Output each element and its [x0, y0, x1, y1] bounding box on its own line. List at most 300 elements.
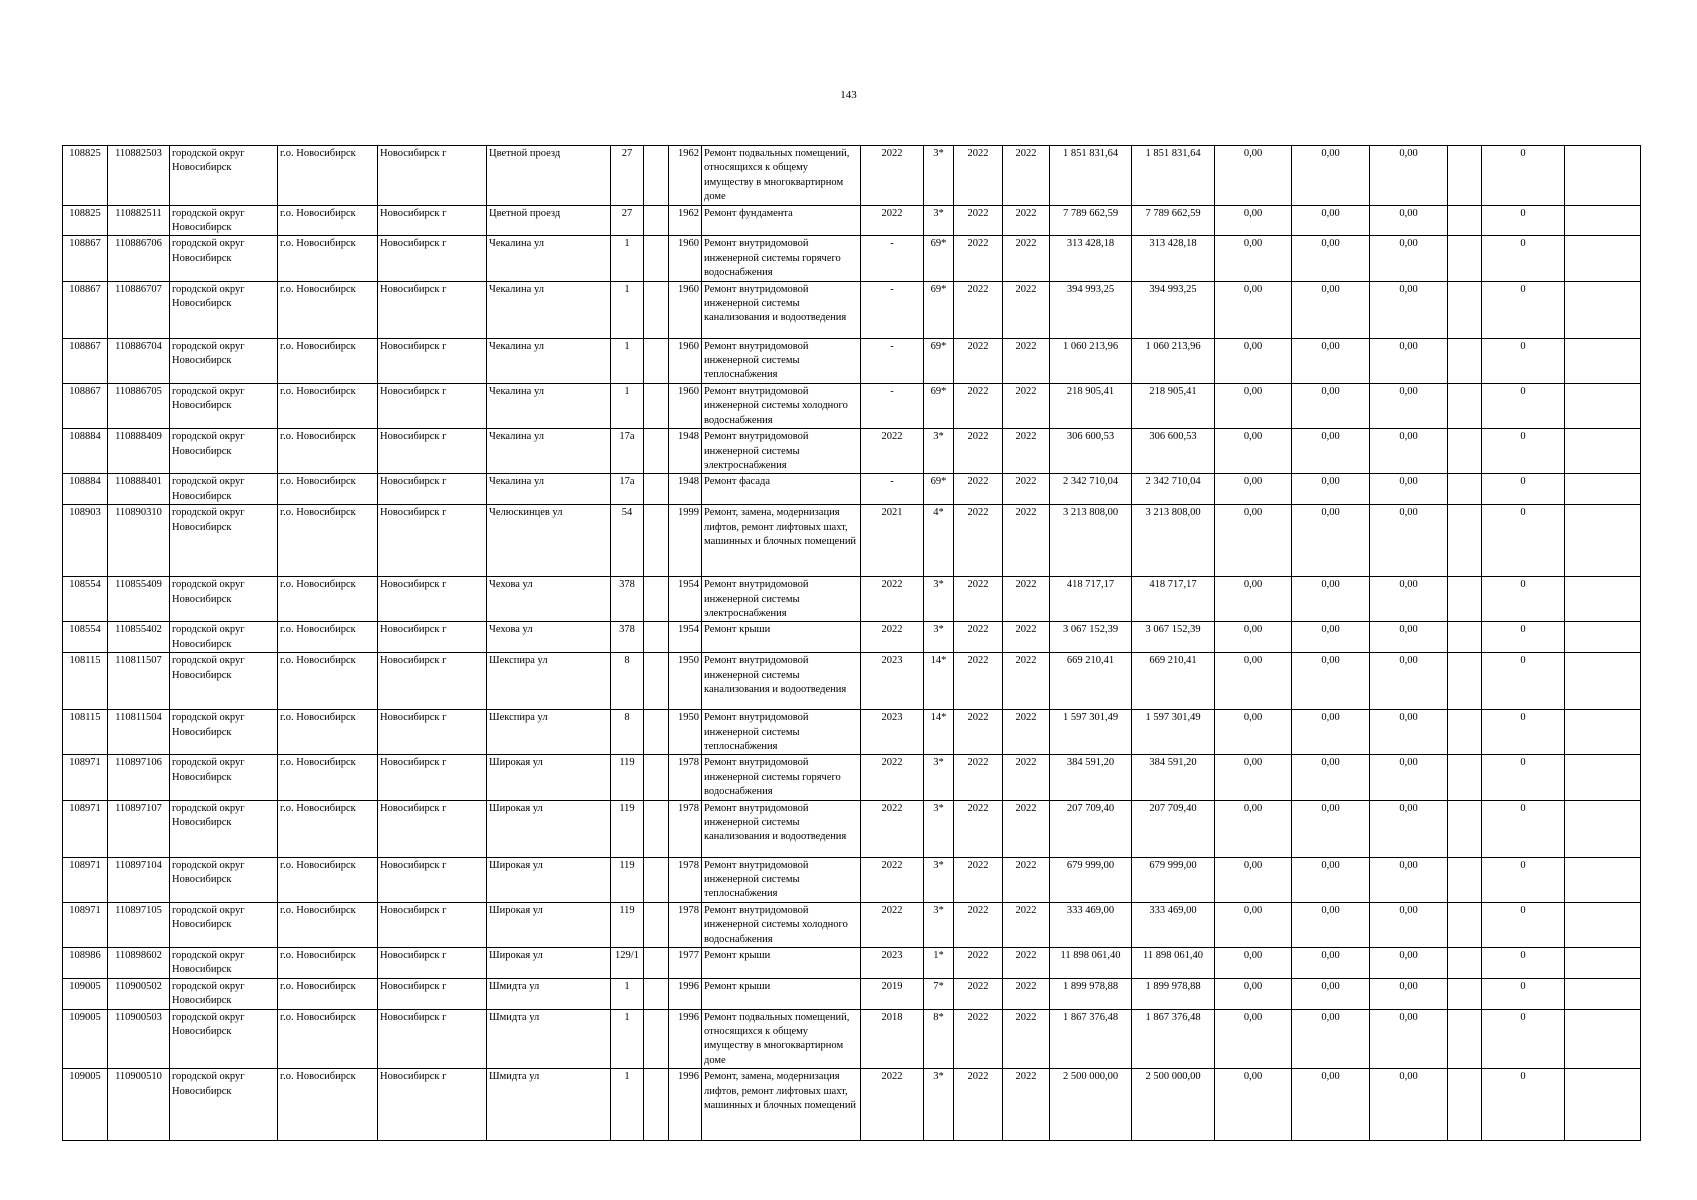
cell-local-budget: 0,00	[1370, 1009, 1448, 1069]
cell-regional-budget: 0,00	[1292, 236, 1370, 281]
cell-empty-last	[1565, 383, 1641, 428]
cell-district: городской округ Новосибирск	[170, 800, 278, 857]
cell-work-type: Ремонт внутридомовой инженерной системы горячего водоснабжения	[702, 755, 861, 800]
cell-planned-year: 2022	[861, 755, 924, 800]
cell-planned-year: 2023	[861, 948, 924, 979]
cell-street: Чекалина ул	[487, 474, 611, 505]
cell-empty	[1448, 577, 1482, 622]
cell-local-budget: 0,00	[1370, 281, 1448, 338]
cell-priority: 14*	[924, 653, 954, 710]
cell-id: 108867	[63, 338, 108, 383]
cell-id: 109005	[63, 1009, 108, 1069]
cell-year: 1996	[669, 978, 702, 1009]
cell-regional-budget: 0,00	[1292, 800, 1370, 857]
cell-total-cost: 218 905,41	[1050, 383, 1132, 428]
cell-blank	[644, 1009, 669, 1069]
cell-empty	[1448, 755, 1482, 800]
cell-empty-last	[1565, 710, 1641, 755]
cell-total-cost: 1 597 301,49	[1050, 710, 1132, 755]
cell-empty	[1448, 429, 1482, 474]
cell-id: 108986	[63, 948, 108, 979]
cell-year: 1996	[669, 1009, 702, 1069]
cell-id: 108554	[63, 622, 108, 653]
cell-regional-fund: 679 999,00	[1132, 857, 1215, 902]
cell-year-to: 2022	[1003, 755, 1050, 800]
cell-year: 1960	[669, 236, 702, 281]
cell-year: 1948	[669, 429, 702, 474]
cell-owners-funds: 0	[1482, 948, 1565, 979]
cell-code: 110811507	[108, 653, 170, 710]
table-row	[63, 236, 1641, 281]
cell-year: 1999	[669, 505, 702, 577]
cell-blank	[644, 800, 669, 857]
cell-empty-last	[1565, 281, 1641, 338]
cell-priority: 3*	[924, 1069, 954, 1141]
cell-priority: 3*	[924, 800, 954, 857]
cell-federal-funds: 0,00	[1215, 281, 1292, 338]
cell-district: городской округ Новосибирск	[170, 622, 278, 653]
cell-regional-budget: 0,00	[1292, 622, 1370, 653]
cell-district: городской округ Новосибирск	[170, 505, 278, 577]
cell-planned-year: 2022	[861, 902, 924, 947]
cell-local-budget: 0,00	[1370, 505, 1448, 577]
cell-code: 110897107	[108, 800, 170, 857]
cell-owners-funds: 0	[1482, 710, 1565, 755]
cell-local-budget: 0,00	[1370, 383, 1448, 428]
cell-regional-fund: 1 060 213,96	[1132, 338, 1215, 383]
cell-blank	[644, 622, 669, 653]
cell-id: 108903	[63, 505, 108, 577]
table-row	[63, 474, 1641, 505]
cell-empty	[1448, 146, 1482, 206]
cell-owners-funds: 0	[1482, 577, 1565, 622]
cell-empty-last	[1565, 1009, 1641, 1069]
cell-planned-year: 2021	[861, 505, 924, 577]
cell-municipality: г.о. Новосибирск	[278, 383, 378, 428]
cell-district: городской округ Новосибирск	[170, 978, 278, 1009]
cell-house: 378	[611, 577, 644, 622]
cell-work-type: Ремонт подвальных помещений, относящихся к общему имуществу в многоквартирном доме	[702, 146, 861, 206]
cell-owners-funds: 0	[1482, 1069, 1565, 1141]
cell-city: Новосибирск г	[378, 710, 487, 755]
cell-priority: 69*	[924, 236, 954, 281]
cell-district: городской округ Новосибирск	[170, 577, 278, 622]
cell-regional-fund: 313 428,18	[1132, 236, 1215, 281]
cell-id: 108825	[63, 146, 108, 206]
cell-total-cost: 313 428,18	[1050, 236, 1132, 281]
table-row	[63, 505, 1641, 577]
cell-year-from: 2022	[954, 338, 1003, 383]
table-row	[63, 800, 1641, 857]
cell-year-from: 2022	[954, 383, 1003, 428]
cell-district: городской округ Новосибирск	[170, 338, 278, 383]
cell-empty	[1448, 902, 1482, 947]
cell-street: Чехова ул	[487, 622, 611, 653]
cell-blank	[644, 474, 669, 505]
cell-federal-funds: 0,00	[1215, 383, 1292, 428]
cell-empty	[1448, 948, 1482, 979]
cell-municipality: г.о. Новосибирск	[278, 281, 378, 338]
cell-blank	[644, 205, 669, 236]
cell-house: 8	[611, 710, 644, 755]
cell-empty-last	[1565, 755, 1641, 800]
cell-federal-funds: 0,00	[1215, 577, 1292, 622]
cell-year-from: 2022	[954, 978, 1003, 1009]
cell-empty	[1448, 236, 1482, 281]
cell-house: 119	[611, 755, 644, 800]
cell-municipality: г.о. Новосибирск	[278, 800, 378, 857]
cell-regional-budget: 0,00	[1292, 474, 1370, 505]
cell-city: Новосибирск г	[378, 948, 487, 979]
cell-year-to: 2022	[1003, 146, 1050, 206]
cell-total-cost: 679 999,00	[1050, 857, 1132, 902]
cell-priority: 69*	[924, 474, 954, 505]
cell-federal-funds: 0,00	[1215, 902, 1292, 947]
cell-city: Новосибирск г	[378, 146, 487, 206]
cell-planned-year: 2023	[861, 710, 924, 755]
cell-priority: 3*	[924, 755, 954, 800]
cell-regional-fund: 1 899 978,88	[1132, 978, 1215, 1009]
cell-house: 17а	[611, 429, 644, 474]
cell-total-cost: 1 899 978,88	[1050, 978, 1132, 1009]
cell-regional-fund: 3 067 152,39	[1132, 622, 1215, 653]
cell-blank	[644, 1069, 669, 1141]
cell-street: Широкая ул	[487, 857, 611, 902]
cell-blank	[644, 948, 669, 979]
cell-year-to: 2022	[1003, 857, 1050, 902]
cell-city: Новосибирск г	[378, 902, 487, 947]
cell-code: 110886705	[108, 383, 170, 428]
cell-district: городской округ Новосибирск	[170, 205, 278, 236]
cell-year-to: 2022	[1003, 948, 1050, 979]
cell-year-to: 2022	[1003, 281, 1050, 338]
table-row	[63, 1009, 1641, 1069]
cell-empty-last	[1565, 857, 1641, 902]
table-row	[63, 383, 1641, 428]
cell-code: 110855409	[108, 577, 170, 622]
cell-regional-budget: 0,00	[1292, 338, 1370, 383]
cell-federal-funds: 0,00	[1215, 1009, 1292, 1069]
cell-street: Шмидта ул	[487, 978, 611, 1009]
cell-priority: 69*	[924, 281, 954, 338]
table-row	[63, 622, 1641, 653]
cell-municipality: г.о. Новосибирск	[278, 902, 378, 947]
table-body	[63, 146, 1641, 1141]
cell-priority: 1*	[924, 948, 954, 979]
cell-owners-funds: 0	[1482, 857, 1565, 902]
cell-street: Чекалина ул	[487, 429, 611, 474]
cell-city: Новосибирск г	[378, 505, 487, 577]
cell-empty	[1448, 205, 1482, 236]
cell-work-type: Ремонт фундамента	[702, 205, 861, 236]
cell-federal-funds: 0,00	[1215, 857, 1292, 902]
cell-planned-year: 2022	[861, 1069, 924, 1141]
cell-house: 378	[611, 622, 644, 653]
cell-empty-last	[1565, 474, 1641, 505]
cell-year: 1962	[669, 146, 702, 206]
cell-total-cost: 3 067 152,39	[1050, 622, 1132, 653]
cell-year-to: 2022	[1003, 653, 1050, 710]
cell-regional-budget: 0,00	[1292, 948, 1370, 979]
cell-district: городской округ Новосибирск	[170, 1069, 278, 1141]
cell-work-type: Ремонт крыши	[702, 948, 861, 979]
cell-code: 110897106	[108, 755, 170, 800]
cell-year-from: 2022	[954, 505, 1003, 577]
cell-regional-fund: 1 597 301,49	[1132, 710, 1215, 755]
table-row	[63, 978, 1641, 1009]
cell-year-from: 2022	[954, 902, 1003, 947]
cell-planned-year: -	[861, 383, 924, 428]
cell-federal-funds: 0,00	[1215, 338, 1292, 383]
cell-year-to: 2022	[1003, 800, 1050, 857]
cell-local-budget: 0,00	[1370, 577, 1448, 622]
cell-code: 110897104	[108, 857, 170, 902]
cell-planned-year: 2022	[861, 800, 924, 857]
cell-id: 108867	[63, 383, 108, 428]
cell-house: 129/1	[611, 948, 644, 979]
cell-federal-funds: 0,00	[1215, 236, 1292, 281]
cell-id: 108825	[63, 205, 108, 236]
cell-street: Шмидта ул	[487, 1009, 611, 1069]
cell-federal-funds: 0,00	[1215, 474, 1292, 505]
cell-house: 119	[611, 902, 644, 947]
cell-district: городской округ Новосибирск	[170, 755, 278, 800]
cell-municipality: г.о. Новосибирск	[278, 505, 378, 577]
cell-municipality: г.о. Новосибирск	[278, 429, 378, 474]
cell-id: 109005	[63, 1069, 108, 1141]
cell-local-budget: 0,00	[1370, 236, 1448, 281]
cell-planned-year: 2022	[861, 205, 924, 236]
cell-blank	[644, 653, 669, 710]
cell-code: 110898602	[108, 948, 170, 979]
cell-id: 108971	[63, 800, 108, 857]
cell-house: 1	[611, 978, 644, 1009]
cell-owners-funds: 0	[1482, 653, 1565, 710]
cell-total-cost: 2 342 710,04	[1050, 474, 1132, 505]
cell-city: Новосибирск г	[378, 236, 487, 281]
cell-federal-funds: 0,00	[1215, 710, 1292, 755]
cell-id: 108554	[63, 577, 108, 622]
cell-year: 1978	[669, 800, 702, 857]
cell-street: Шекспира ул	[487, 653, 611, 710]
cell-year-to: 2022	[1003, 429, 1050, 474]
cell-year-to: 2022	[1003, 978, 1050, 1009]
cell-year-from: 2022	[954, 800, 1003, 857]
cell-empty-last	[1565, 429, 1641, 474]
cell-planned-year: -	[861, 236, 924, 281]
cell-regional-budget: 0,00	[1292, 1069, 1370, 1141]
cell-year: 1948	[669, 474, 702, 505]
cell-regional-fund: 207 709,40	[1132, 800, 1215, 857]
cell-year-from: 2022	[954, 281, 1003, 338]
cell-planned-year: 2022	[861, 577, 924, 622]
cell-year-to: 2022	[1003, 205, 1050, 236]
cell-regional-fund: 1 867 376,48	[1132, 1009, 1215, 1069]
cell-empty-last	[1565, 236, 1641, 281]
cell-city: Новосибирск г	[378, 429, 487, 474]
cell-year: 1978	[669, 755, 702, 800]
cell-empty-last	[1565, 505, 1641, 577]
cell-blank	[644, 383, 669, 428]
cell-house: 1	[611, 236, 644, 281]
cell-owners-funds: 0	[1482, 800, 1565, 857]
cell-id: 108115	[63, 653, 108, 710]
cell-municipality: г.о. Новосибирск	[278, 146, 378, 206]
cell-city: Новосибирск г	[378, 338, 487, 383]
cell-work-type: Ремонт внутридомовой инженерной системы канализования и водоотведения	[702, 800, 861, 857]
cell-regional-budget: 0,00	[1292, 383, 1370, 428]
cell-code: 110900503	[108, 1009, 170, 1069]
cell-code: 110886707	[108, 281, 170, 338]
cell-work-type: Ремонт внутридомовой инженерной системы канализования и водоотведения	[702, 281, 861, 338]
cell-street: Широкая ул	[487, 902, 611, 947]
cell-priority: 14*	[924, 710, 954, 755]
cell-total-cost: 1 060 213,96	[1050, 338, 1132, 383]
cell-local-budget: 0,00	[1370, 622, 1448, 653]
cell-work-type: Ремонт внутридомовой инженерной системы теплоснабжения	[702, 338, 861, 383]
cell-priority: 69*	[924, 383, 954, 428]
cell-house: 119	[611, 800, 644, 857]
cell-empty-last	[1565, 622, 1641, 653]
cell-planned-year: -	[861, 338, 924, 383]
cell-priority: 7*	[924, 978, 954, 1009]
cell-id: 108884	[63, 429, 108, 474]
cell-owners-funds: 0	[1482, 338, 1565, 383]
cell-federal-funds: 0,00	[1215, 800, 1292, 857]
cell-total-cost: 7 789 662,59	[1050, 205, 1132, 236]
cell-street: Чекалина ул	[487, 383, 611, 428]
cell-owners-funds: 0	[1482, 902, 1565, 947]
cell-regional-fund: 384 591,20	[1132, 755, 1215, 800]
table-row	[63, 338, 1641, 383]
cell-local-budget: 0,00	[1370, 653, 1448, 710]
cell-year-to: 2022	[1003, 710, 1050, 755]
cell-total-cost: 333 469,00	[1050, 902, 1132, 947]
cell-priority: 3*	[924, 857, 954, 902]
cell-code: 110900510	[108, 1069, 170, 1141]
cell-empty	[1448, 1009, 1482, 1069]
cell-house: 119	[611, 857, 644, 902]
cell-local-budget: 0,00	[1370, 146, 1448, 206]
cell-empty	[1448, 474, 1482, 505]
cell-empty	[1448, 978, 1482, 1009]
cell-local-budget: 0,00	[1370, 429, 1448, 474]
cell-work-type: Ремонт внутридомовой инженерной системы канализования и водоотведения	[702, 653, 861, 710]
cell-total-cost: 384 591,20	[1050, 755, 1132, 800]
cell-municipality: г.о. Новосибирск	[278, 653, 378, 710]
cell-year-to: 2022	[1003, 1009, 1050, 1069]
cell-work-type: Ремонт внутридомовой инженерной системы холодного водоснабжения	[702, 383, 861, 428]
cell-federal-funds: 0,00	[1215, 429, 1292, 474]
cell-regional-fund: 3 213 808,00	[1132, 505, 1215, 577]
cell-local-budget: 0,00	[1370, 800, 1448, 857]
cell-local-budget: 0,00	[1370, 755, 1448, 800]
cell-work-type: Ремонт внутридомовой инженерной системы холодного водоснабжения	[702, 902, 861, 947]
cell-federal-funds: 0,00	[1215, 205, 1292, 236]
cell-total-cost: 3 213 808,00	[1050, 505, 1132, 577]
cell-local-budget: 0,00	[1370, 710, 1448, 755]
cell-year-to: 2022	[1003, 338, 1050, 383]
cell-owners-funds: 0	[1482, 146, 1565, 206]
cell-year-from: 2022	[954, 710, 1003, 755]
cell-house: 8	[611, 653, 644, 710]
cell-house: 1	[611, 1009, 644, 1069]
cell-planned-year: 2022	[861, 857, 924, 902]
cell-year-from: 2022	[954, 948, 1003, 979]
cell-work-type: Ремонт подвальных помещений, относящихся к общему имуществу в многоквартирном доме	[702, 1009, 861, 1069]
cell-federal-funds: 0,00	[1215, 622, 1292, 653]
cell-federal-funds: 0,00	[1215, 1069, 1292, 1141]
cell-empty-last	[1565, 577, 1641, 622]
cell-planned-year: 2019	[861, 978, 924, 1009]
cell-year: 1954	[669, 577, 702, 622]
table-row	[63, 281, 1641, 338]
cell-local-budget: 0,00	[1370, 902, 1448, 947]
cell-regional-fund: 1 851 831,64	[1132, 146, 1215, 206]
cell-district: городской округ Новосибирск	[170, 948, 278, 979]
cell-code: 110888409	[108, 429, 170, 474]
cell-work-type: Ремонт, замена, модернизация лифтов, ремонт лифтовых шахт, машинных и блочных помещений	[702, 505, 861, 577]
cell-street: Шмидта ул	[487, 1069, 611, 1141]
cell-priority: 3*	[924, 205, 954, 236]
cell-id: 108115	[63, 710, 108, 755]
cell-owners-funds: 0	[1482, 755, 1565, 800]
cell-local-budget: 0,00	[1370, 338, 1448, 383]
cell-priority: 3*	[924, 146, 954, 206]
cell-owners-funds: 0	[1482, 429, 1565, 474]
cell-year-to: 2022	[1003, 902, 1050, 947]
cell-local-budget: 0,00	[1370, 857, 1448, 902]
cell-blank	[644, 146, 669, 206]
cell-district: городской округ Новосибирск	[170, 902, 278, 947]
cell-regional-fund: 11 898 061,40	[1132, 948, 1215, 979]
cell-local-budget: 0,00	[1370, 978, 1448, 1009]
cell-year-from: 2022	[954, 205, 1003, 236]
cell-empty	[1448, 505, 1482, 577]
cell-municipality: г.о. Новосибирск	[278, 338, 378, 383]
cell-city: Новосибирск г	[378, 755, 487, 800]
cell-year-from: 2022	[954, 146, 1003, 206]
cell-year: 1950	[669, 710, 702, 755]
cell-regional-budget: 0,00	[1292, 857, 1370, 902]
cell-planned-year: 2022	[861, 429, 924, 474]
cell-year-to: 2022	[1003, 505, 1050, 577]
cell-street: Цветной проезд	[487, 146, 611, 206]
cell-district: городской округ Новосибирск	[170, 653, 278, 710]
cell-work-type: Ремонт крыши	[702, 622, 861, 653]
cell-empty	[1448, 383, 1482, 428]
cell-code: 110900502	[108, 978, 170, 1009]
cell-blank	[644, 429, 669, 474]
cell-year-from: 2022	[954, 474, 1003, 505]
cell-local-budget: 0,00	[1370, 205, 1448, 236]
cell-regional-fund: 2 342 710,04	[1132, 474, 1215, 505]
cell-regional-budget: 0,00	[1292, 653, 1370, 710]
cell-priority: 8*	[924, 1009, 954, 1069]
cell-city: Новосибирск г	[378, 281, 487, 338]
cell-federal-funds: 0,00	[1215, 146, 1292, 206]
repair-program-table	[62, 145, 1641, 1141]
cell-code: 110811504	[108, 710, 170, 755]
cell-regional-fund: 7 789 662,59	[1132, 205, 1215, 236]
cell-owners-funds: 0	[1482, 383, 1565, 428]
cell-priority: 3*	[924, 577, 954, 622]
cell-year-to: 2022	[1003, 236, 1050, 281]
cell-blank	[644, 857, 669, 902]
cell-local-budget: 0,00	[1370, 1069, 1448, 1141]
cell-total-cost: 394 993,25	[1050, 281, 1132, 338]
cell-city: Новосибирск г	[378, 205, 487, 236]
